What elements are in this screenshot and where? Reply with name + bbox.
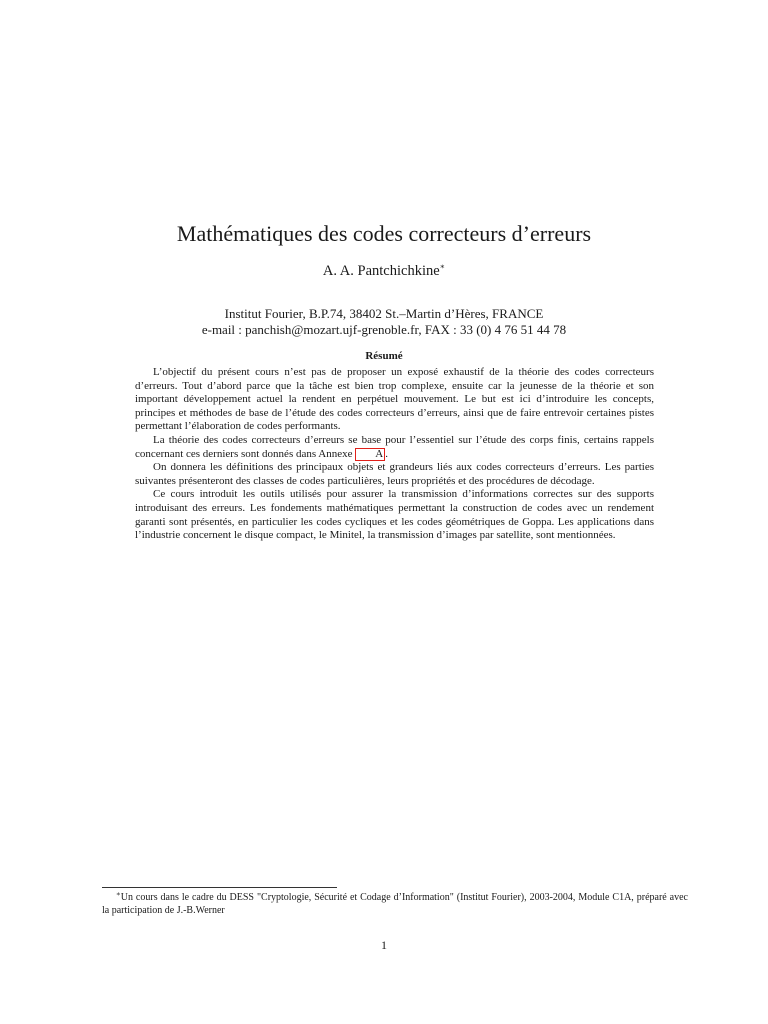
footnote bbox=[102, 891, 688, 917]
abstract-paragraph-4: Ce cours introduit les outils utilisés pour assurer la transmission d’informations correctes sur des supports introduisant des erreurs. Les fondements mathématiques permettant la construction de codes avec un rendement garanti sont présentés, en particulier les codes cycliques et les codes géométriques de Goppa. Les applications dans l’industrie concernent le disque compact, le Minitel, la transmission d’images par satellite, sont mentionnées. bbox=[135, 488, 654, 542]
abstract-paragraph-3: On donnera les définitions des principaux objets et grandeurs liés aux codes correcteurs d’erreurs. Les parties suivantes présenteront des classes de codes particulières, leurs propriétés et des procédures de décodage. bbox=[135, 461, 654, 487]
page-number: 1 bbox=[381, 938, 387, 952]
footnote-text: Un cours dans le cadre du DESS "Cryptologie, Sécurité et Codage d’Information" (Institut Fourier), 2003-2004, Module C1A, préparé avec la participation de J.-B.Werner bbox=[102, 892, 688, 916]
abstract-paragraph-1: L’objectif du présent cours n’est pas de proposer un exposé exhaustif de la théorie des codes correcteurs d’erreurs. Tout d’abord parce que la tâche est bien trop complexe, ensuite car la jeunesse de la théorie et son important développement actuel la rendent en perpétuel mouvement. Le but est ici d’introduire les concepts, principes et méthodes de base de l’étude des codes correcteurs d’erreurs, ainsi que de faire entrevoir certaines pistes permettant l’élaboration de codes performants. bbox=[135, 366, 654, 433]
affiliation-contact: e-mail : panchish@mozart.ujf-grenoble.fr, FAX : 33 (0) 4 76 51 44 78 bbox=[201, 322, 567, 337]
author-name: A. A. Pantchichkine bbox=[322, 263, 440, 279]
footnote-mark: ∗ bbox=[116, 890, 121, 898]
footnote-rule bbox=[102, 887, 337, 888]
paper-title: Mathématiques des codes correcteurs d’erreurs bbox=[176, 221, 592, 246]
abstract-heading: Résumé bbox=[365, 350, 403, 362]
author-footnote-mark[interactable]: ∗ bbox=[439, 262, 446, 271]
abstract-paragraph-2-text: La théorie des codes correcteurs d’erreurs se base pour l’essentiel sur l’étude des corps finis, certains rappels concernant ces derniers sont donnés dans Annexe bbox=[135, 433, 654, 460]
abstract-body bbox=[135, 366, 654, 543]
affiliation-address: Institut Fourier, B.P.74, 38402 St.–Martin d’Hères, FRANCE bbox=[224, 306, 544, 321]
abstract-paragraph-2 bbox=[135, 434, 654, 461]
abstract-paragraph-2-end: . bbox=[385, 447, 388, 460]
annex-reference-link[interactable]: A bbox=[355, 448, 385, 461]
author-line bbox=[0, 262, 768, 280]
affiliation bbox=[0, 306, 768, 338]
